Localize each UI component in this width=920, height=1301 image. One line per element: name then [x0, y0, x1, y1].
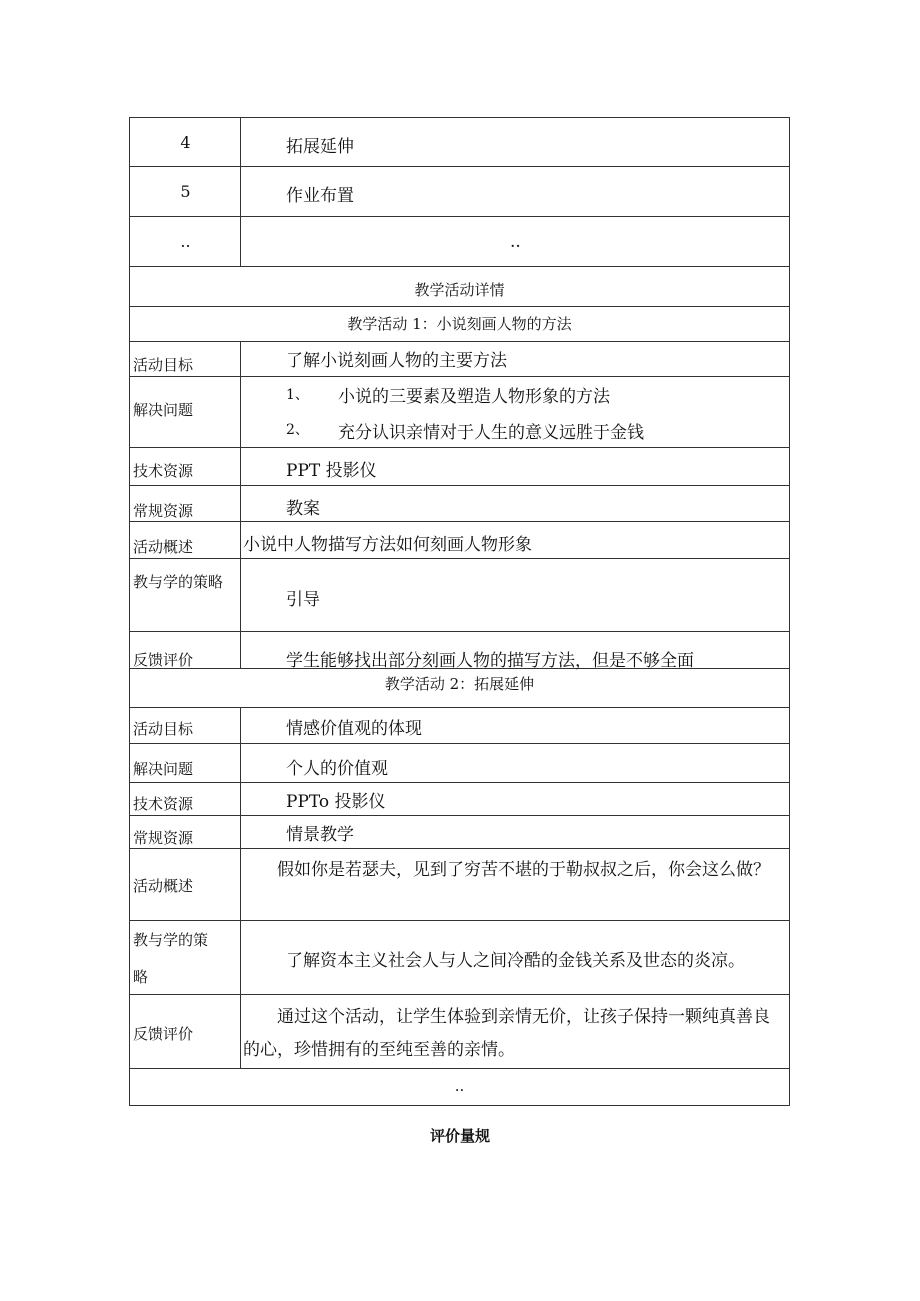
row-value: PPTo 投影仪	[286, 792, 386, 812]
table-row	[129, 559, 790, 632]
row-label: 教与学的策略	[133, 573, 224, 591]
row-value: 小说中人物描写方法如何刻画人物形象	[243, 535, 532, 555]
end-dots: ..	[454, 1077, 465, 1095]
activity2-title: 教学活动 2：拓展延伸	[384, 675, 535, 693]
row-value: 学生能够找出部分刻画人物的描写方法，但是不够全面	[286, 651, 694, 671]
step-title: 作业布置	[286, 186, 354, 206]
table-row	[129, 921, 790, 995]
row-label: 技术资源	[133, 795, 194, 813]
table-row	[129, 522, 790, 559]
step-title: 拓展延伸	[286, 137, 354, 157]
list-item: 充分认识亲情对于人生的意义远胜于金钱	[338, 423, 644, 443]
row-label: 教与学的策	[133, 931, 209, 949]
row-label: 反馈评价	[133, 1025, 194, 1043]
row-label: 反馈评价	[133, 651, 194, 669]
step-number: ..	[180, 232, 191, 251]
activity1-title: 教学活动 1：小说刻画人物的方法	[347, 315, 572, 333]
row-label: 常规资源	[133, 829, 194, 847]
row-value: 假如你是若瑟夫，见到了穷苦不堪的于勒叔叔之后，你会这么做？	[277, 860, 770, 880]
table-row	[129, 849, 790, 921]
table-row	[129, 816, 790, 849]
list-item: 小说的三要素及塑造人物形象的方法	[338, 387, 610, 407]
row-label: 活动概述	[133, 877, 194, 895]
list-index: 2、	[286, 422, 309, 438]
list-index: 1、	[286, 387, 309, 403]
row-label: 常规资源	[133, 502, 194, 520]
table-row	[129, 117, 790, 167]
row-value: 教案	[286, 499, 320, 519]
section-title: 评价量规	[429, 1127, 490, 1145]
table-row	[129, 342, 790, 377]
table-row	[129, 217, 790, 267]
table-row	[129, 783, 790, 816]
row-value: 了解资本主义社会人与人之间冷酷的金钱关系及世态的炎凉。	[286, 951, 745, 971]
row-label: 解决问题	[133, 760, 194, 778]
step-number: 5	[180, 182, 191, 201]
table-row	[129, 448, 790, 486]
row-value: 个人的价值观	[286, 759, 388, 779]
row-value: PPT 投影仪	[286, 461, 377, 481]
table-row	[129, 377, 790, 448]
table-row	[129, 167, 790, 217]
table-row	[129, 1069, 790, 1106]
step-number: 4	[180, 133, 191, 152]
table-row	[129, 744, 790, 783]
row-label: 技术资源	[133, 462, 194, 480]
row-value: 通过这个活动，让学生体验到亲情无价，让孩子保持一颗纯真善良的心，珍惜拥有的至纯至善的亲情。	[243, 1007, 770, 1060]
activity-title-row	[129, 307, 790, 342]
row-value: 情感价值观的体现	[286, 719, 422, 739]
section-header	[129, 267, 790, 307]
table-row	[129, 632, 790, 669]
step-title: ..	[510, 232, 521, 252]
details-header: 教学活动详情	[414, 281, 505, 299]
activity-title-row	[129, 669, 790, 708]
table-row	[129, 995, 790, 1069]
row-value: 了解小说刻画人物的主要方法	[286, 351, 507, 371]
table-row	[129, 708, 790, 744]
table-row	[129, 486, 790, 522]
row-label: 解决问题	[133, 401, 194, 419]
row-label: 活动目标	[133, 720, 194, 738]
row-label: 略	[133, 968, 149, 986]
row-label: 活动概述	[133, 538, 194, 556]
row-label: 活动目标	[133, 356, 194, 374]
row-value: 情景教学	[286, 825, 354, 845]
lesson-plan-table	[129, 117, 790, 1106]
row-value: 引导	[286, 590, 320, 610]
